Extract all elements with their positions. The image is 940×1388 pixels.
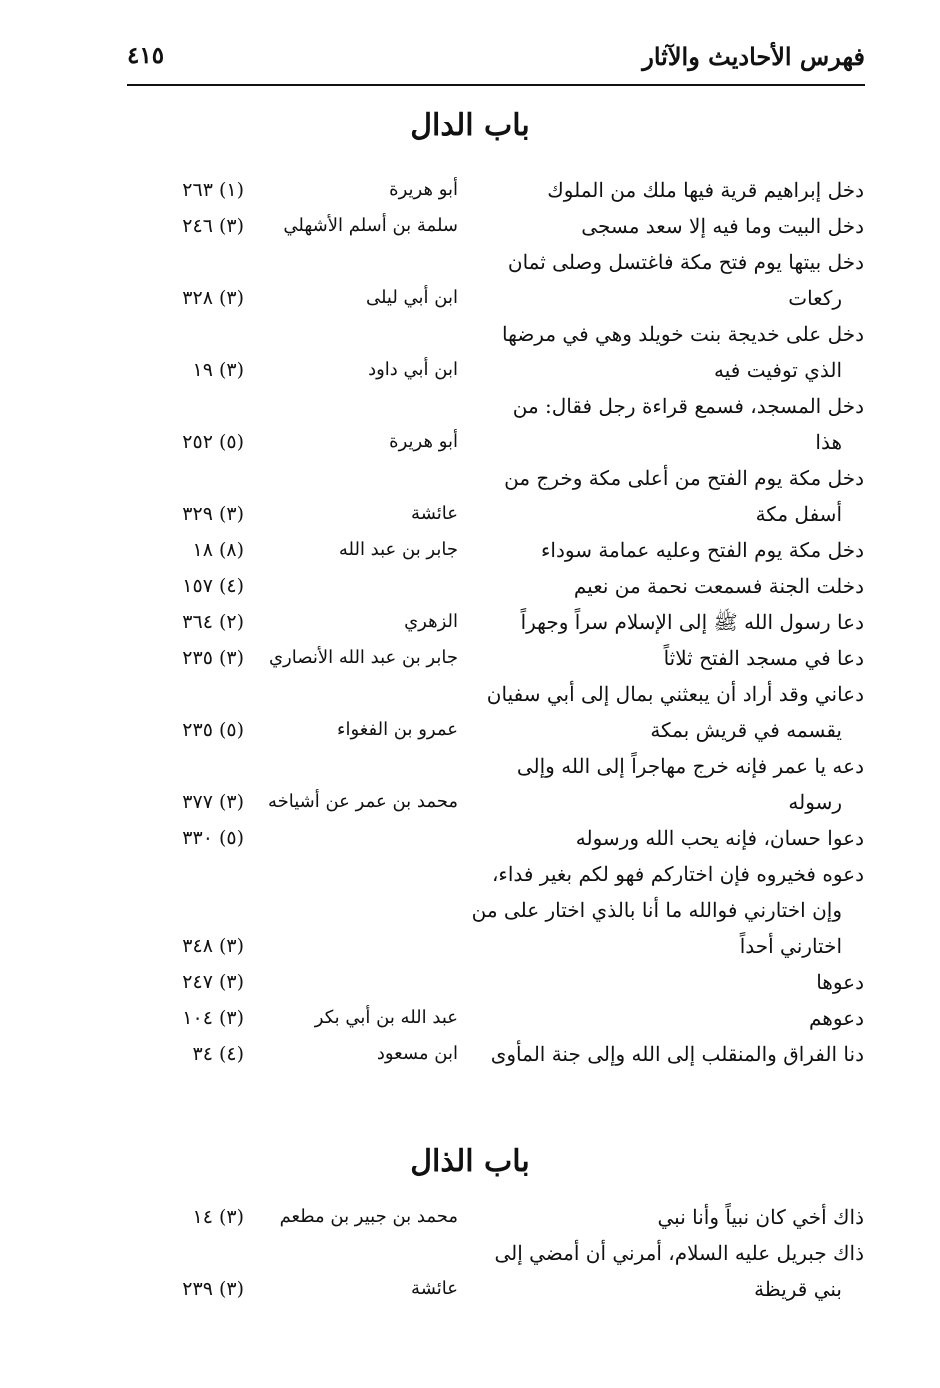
hadith-text [492,460,864,532]
index-entry [0,748,940,820]
header-title: فهرس الأحاديث والآثار [642,42,865,71]
hadith-line: دعا في مسجد الفتح ثلاثاً [663,646,864,670]
narrator-name: جابر بن عبد الله الأنصاري [268,647,458,668]
volume-page-ref: (٣) ٢٤٧ [182,971,244,993]
index-entry [0,388,940,460]
hadith-line: ذاك جبريل عليه السلام، أمرني أن أمضي إلى [494,1241,864,1265]
index-entry [0,568,940,604]
index-entry [0,244,940,316]
hadith-text [492,604,864,640]
narrator-name: عبد الله بن أبي بكر [314,1007,458,1028]
hadith-line: وإن اختارني فوالله ما أنا بالذي اختار على من [471,898,842,922]
volume-page-ref: (١) ٢٦٣ [182,179,244,201]
index-entry [0,316,940,388]
hadith-text [492,748,864,820]
hadith-line: دعوهم [808,1006,864,1030]
hadith-line: دخل على خديجة بنت خويلد وهي في مرضها [502,322,864,346]
hadith-text [492,316,864,388]
narrator-name: ابن أبي ليلى [365,287,458,308]
narrator-name: أبو هريرة [389,179,458,200]
hadith-line: دعوا حسان، فإنه يحب الله ورسوله [575,826,864,850]
volume-page-ref: (٣) ١٩ [192,359,244,381]
hadith-text [492,568,864,604]
hadith-line: الذي توفيت فيه [714,358,842,382]
volume-page-ref: (٣) ٢٤٦ [182,215,244,237]
hadith-text [471,856,864,964]
narrator-name: محمد بن جبير بن مطعم [279,1206,458,1227]
volume-page-ref: (٣) ٣٢٩ [182,503,244,525]
index-entry [0,820,940,856]
running-header [127,36,865,86]
volume-page-ref: (٨) ١٨ [192,539,244,561]
volume-page-ref: (٣) ٣٧٧ [182,791,244,813]
narrator-name: محمد بن عمر عن أشياخه [267,791,458,812]
hadith-line: دعا رسول الله ﷺ إلى الإسلام سراً وجهراً [520,610,864,634]
volume-page-ref: (٥) ٢٥٢ [182,431,244,453]
index-entry [0,640,940,676]
index-entry [0,1235,940,1307]
hadith-text [492,1199,864,1235]
narrator-name: جابر بن عبد الله [338,539,458,560]
page-number: ٤١٥ [127,42,165,69]
narrator-name: الزهري [404,611,458,632]
volume-page-ref: (٣) ١٤ [192,1206,244,1228]
hadith-line: دخلت الجنة فسمعت نحمة من نعيم [573,574,864,598]
hadith-text [492,244,864,316]
volume-page-ref: (٣) ٢٣٩ [182,1278,244,1300]
index-entry [0,532,940,568]
hadith-line: دخل مكة يوم الفتح وعليه عمامة سوداء [541,538,864,562]
hadith-text [492,172,864,208]
hadith-line: دعاني وقد أراد أن يبعثني بمال إلى أبي سفيان [486,682,864,706]
volume-page-ref: (٣) ٣٤٨ [182,935,244,957]
hadith-line: هذا [815,430,842,454]
hadith-line: دعوه فخيروه فإن اختاركم فهو لكم بغير فداء، [491,862,864,886]
hadith-text [492,1000,864,1036]
narrator-name: عائشة [411,1278,458,1299]
hadith-line: دنا الفراق والمنقلب إلى الله وإلى جنة المأوى [490,1042,864,1066]
hadith-line: دخل إبراهيم قرية فيها ملك من الملوك [547,178,864,202]
hadith-line: دعوها [816,970,864,994]
index-entry [0,676,940,748]
narrator-name: عائشة [411,503,458,524]
hadith-text [492,388,864,460]
hadith-line: دعه يا عمر فإنه خرج مهاجراً إلى الله وإلى [516,754,864,778]
hadith-line: يقسمه في قريش بمكة [650,718,842,742]
narrator-name: عمرو بن الفغواء [337,719,458,740]
volume-page-ref: (٤) ٣٤ [192,1043,244,1065]
index-entry [0,460,940,532]
volume-page-ref: (٣) ١٠٤ [182,1007,244,1029]
hadith-text [492,208,864,244]
hadith-text [492,820,864,856]
hadith-line: ركعات [788,286,842,310]
volume-page-ref: (٢) ٣٦٤ [182,611,244,633]
hadith-text [492,1036,864,1072]
hadith-text [492,640,864,676]
narrator-name: أبو هريرة [389,431,458,452]
volume-page-ref: (٥) ٣٣٠ [182,827,244,849]
narrator-name: سلمة بن أسلم الأشهلي [283,215,458,236]
volume-page-ref: (٣) ٢٣٥ [182,647,244,669]
hadith-text [492,964,864,1000]
index-entry [0,604,940,640]
narrator-name: ابن أبي داود [368,359,458,380]
section-title: باب الدال [410,108,530,143]
hadith-text [492,1235,864,1307]
index-entry [0,1000,940,1036]
index-entry [0,172,940,208]
hadith-line: دخل مكة يوم الفتح من أعلى مكة وخرج من [504,466,864,490]
volume-page-ref: (٥) ٢٣٥ [182,719,244,741]
hadith-text [492,532,864,568]
hadith-line: دخل البيت وما فيه إلا سعد مسجى [581,214,864,238]
hadith-line: أسفل مكة [755,502,842,526]
index-entry [0,1036,940,1072]
index-entry [0,964,940,1000]
hadith-line: بني قريظة [754,1277,842,1301]
hadith-line: دخل بيتها يوم فتح مكة فاغتسل وصلى ثمان [507,250,864,274]
index-entry [0,208,940,244]
narrator-name: ابن مسعود [376,1043,458,1064]
hadith-line: اختارني أحداً [739,934,842,958]
hadith-line: رسوله [788,790,842,814]
volume-page-ref: (٣) ٣٢٨ [182,287,244,309]
index-entry [0,1199,940,1235]
volume-page-ref: (٤) ١٥٧ [182,575,244,597]
hadith-text [486,676,864,748]
hadith-line: دخل المسجد، فسمع قراءة رجل فقال: من [512,394,864,418]
hadith-line: ذاك أخي كان نبياً وأنا نبي [657,1205,864,1229]
section-title: باب الذال [410,1144,530,1179]
index-entry [0,856,940,964]
